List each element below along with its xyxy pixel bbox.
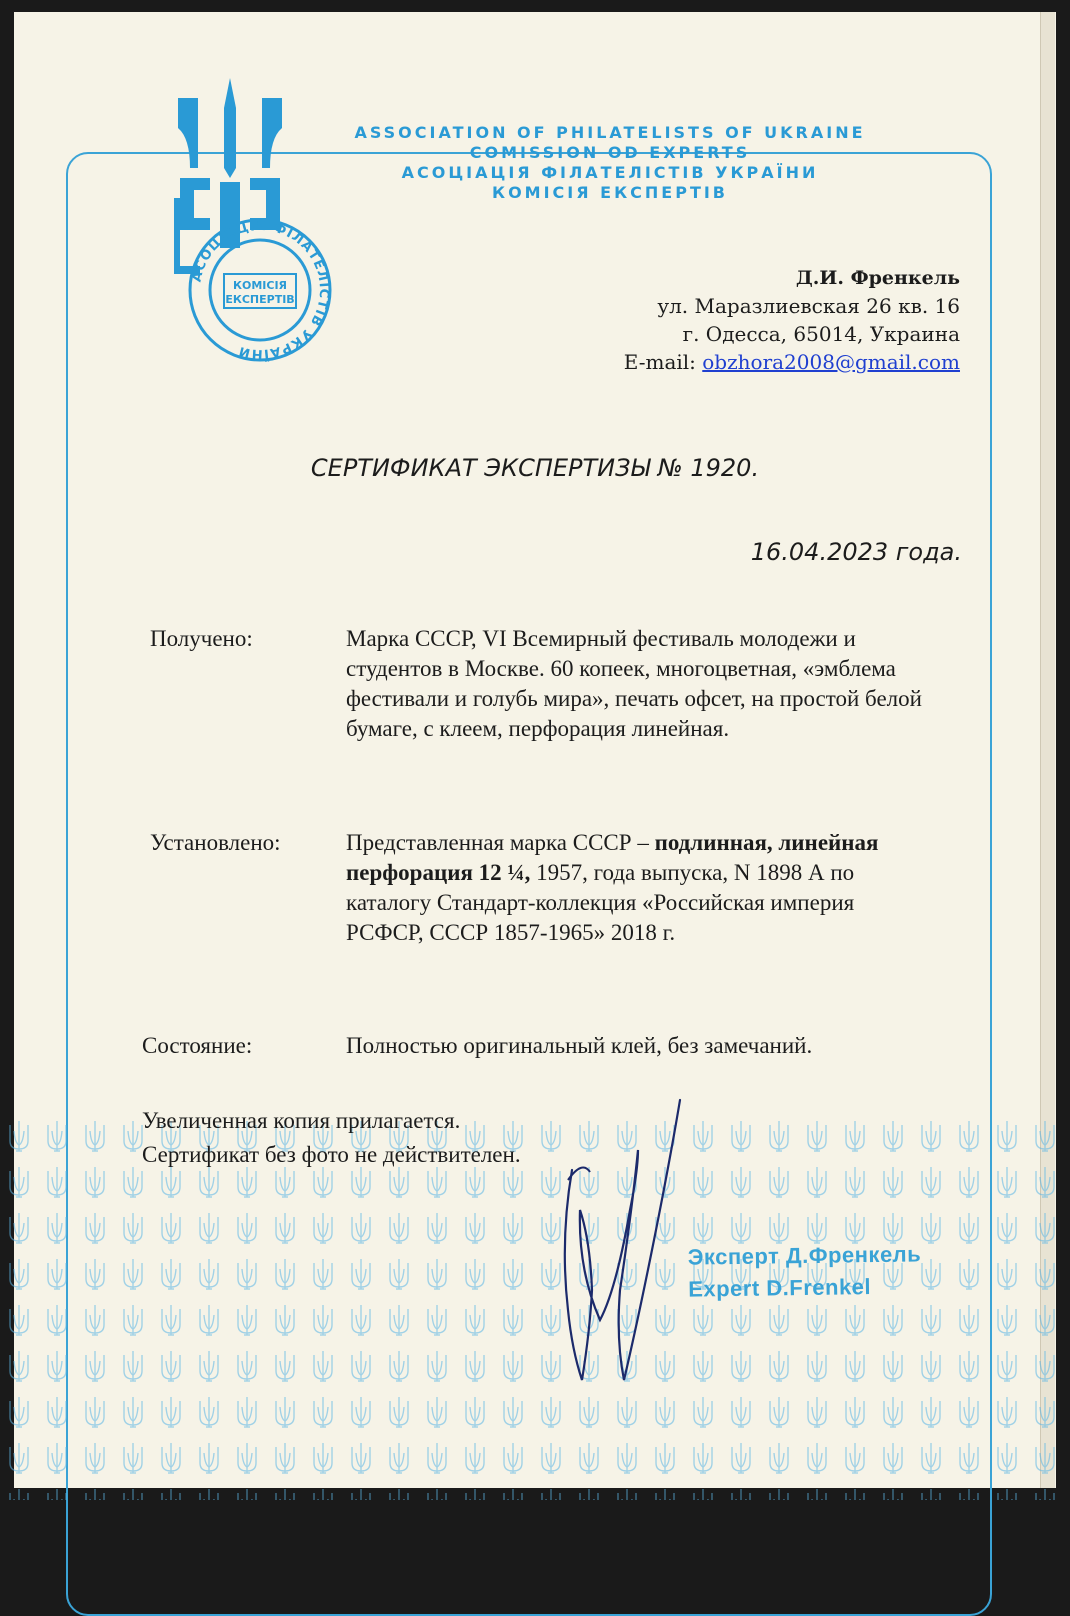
address-street: ул. Маразлиевская 26 кв. 16 bbox=[657, 294, 960, 318]
stamp-line2: Expert D.Frenkel bbox=[688, 1274, 872, 1302]
condition-label: Состояние: bbox=[142, 1033, 253, 1058]
received-text: Марка СССР, VI Всемирный фестиваль молодежи и студентов в Москве. 60 копеек, многоцветная, «эмблема фестивали и голубь мира», печать офсет, на простой белой бумаге, с клеем, перфорация линейная. bbox=[346, 626, 922, 741]
org-name-en: ASSOCIATION OF PHILATELISTS OF UKRAINE bbox=[354, 123, 866, 142]
email-link[interactable]: obzhora2008@gmail.com bbox=[702, 350, 960, 374]
established-text-pre: Представленная марка СССР – bbox=[346, 830, 655, 855]
commission-en: COMISSION OD EXPERTS bbox=[469, 143, 751, 162]
established-text-bold: подлинная, линейная перфорация 12 ¼, bbox=[346, 830, 879, 885]
certificate-date: 16.04.2023 года. bbox=[750, 538, 962, 566]
email-label: E-mail: bbox=[623, 350, 696, 374]
seal-ring-text: АСОЦІАЦІЯ ФІЛАТЕЛІСТІВ УКРАЇНИ bbox=[189, 218, 332, 362]
handwritten-signature bbox=[520, 1090, 700, 1410]
note-copy-attached: Увеличенная копия прилагается. bbox=[142, 1108, 461, 1133]
seal-center-line1: КОМІСІЯ bbox=[232, 279, 288, 292]
established-label: Установлено: bbox=[150, 830, 281, 855]
certificate-title: СЕРТИФИКАТ ЭКСПЕРТИЗЫ № 1920. bbox=[310, 454, 760, 482]
expert-stamp bbox=[688, 1238, 922, 1305]
established-text bbox=[346, 828, 936, 948]
commission-uk: КОМІСІЯ ЕКСПЕРТІВ bbox=[492, 183, 728, 202]
org-name-uk: АСОЦІАЦІЯ ФІЛАТЕЛІСТІВ УКРАЇНИ bbox=[401, 163, 819, 182]
condition-text: Полностью оригинальный клей, без замечаний. bbox=[346, 1033, 813, 1058]
stamp-line1: Эксперт Д.Френкель bbox=[687, 1241, 922, 1270]
address-email-line bbox=[624, 348, 960, 376]
seal-center-line2: ЕКСПЕРТІВ bbox=[225, 293, 295, 306]
established-text-post: 1957, года выпуска, N 1898 А по каталогу Стандарт-коллекция «Российская империя РСФСР, СССР 1857-1965» 2018 г. bbox=[346, 860, 855, 945]
note-photo-required: Сертификат без фото не действителен. bbox=[142, 1142, 521, 1167]
association-emblem-logo bbox=[170, 78, 350, 378]
address-city: г. Одесса, 65014, Украина bbox=[682, 322, 960, 346]
received-label: Получено: bbox=[150, 626, 253, 651]
expert-name: Д.И. Френкель bbox=[795, 267, 960, 289]
